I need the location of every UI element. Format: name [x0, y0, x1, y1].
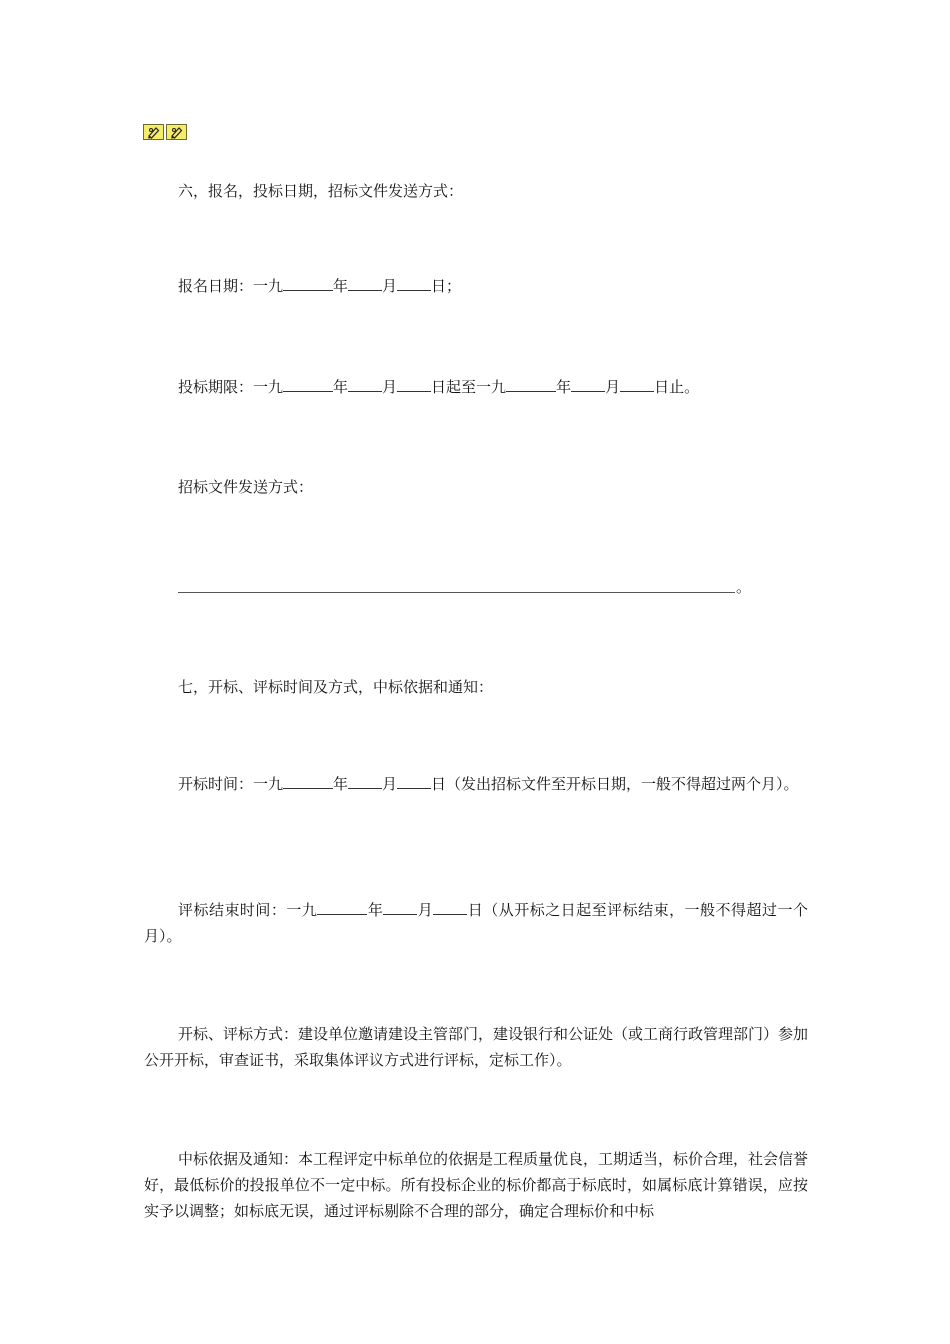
year-text: 年 — [333, 277, 349, 295]
pencil-icon[interactable] — [166, 124, 187, 140]
bid-period-label: 投标期限：一九 — [178, 378, 284, 396]
evaluation-end-note: 日（从开标之日起至评标结束，一般不得超过一个月）。 — [144, 901, 808, 945]
year-text: 年 — [333, 378, 349, 396]
toolbar-icons — [143, 124, 187, 140]
year-blank — [506, 377, 556, 392]
opening-time-note: 日（发出招标文件至开标日期，一般不得超过两个月）。 — [431, 775, 799, 793]
evaluation-method-paragraph: 开标、评标方式：建设单位邀请建设主管部门，建设银行和公证处（或工商行政管理部门）参加公开开标，审查证书，采取集体评议方式进行评标，定标工作）。 — [144, 1025, 809, 1069]
month-text: 月 — [417, 901, 434, 919]
month-text: 月 — [382, 378, 398, 396]
day-blank — [397, 377, 431, 392]
month-blank — [348, 276, 382, 291]
opening-time-label: 开标时间：一九 — [178, 775, 284, 793]
day-blank — [397, 774, 431, 789]
year-blank — [283, 377, 333, 392]
delivery-method-label: 招标文件发送方式： — [178, 478, 314, 496]
year-blank — [283, 276, 333, 291]
month-blank — [348, 377, 382, 392]
day-end-text: 日止。 — [654, 378, 700, 396]
day-text: 日； — [431, 277, 462, 295]
year-blank — [283, 774, 333, 789]
evaluation-end-paragraph — [144, 897, 808, 949]
year-blank — [317, 900, 367, 915]
section-seven-heading: 七，开标、评标时间及方式，中标依据和通知： — [178, 678, 494, 696]
month-blank — [383, 900, 417, 915]
opening-time-paragraph — [144, 771, 808, 797]
section-six-heading: 六，报名，投标日期，招标文件发送方式： — [178, 182, 464, 200]
month-text: 月 — [382, 277, 398, 295]
registration-label: 报名日期：一九 — [178, 277, 284, 295]
month-text: 月 — [382, 775, 398, 793]
year-text: 年 — [556, 378, 572, 396]
award-basis-paragraph: 中标依据及通知：本工程评定中标单位的依据是工程质量优良，工期适当，标价合理，社会信誉好，最低标价的投报单位不一定中标。所有投标企业的标价都高于标底时，如属标底计算错误，应按实予以调整；如标底无误，通过评标剔除不合理的部分，确定合理标价和中标 — [144, 1150, 809, 1220]
delivery-method-blank — [178, 592, 735, 593]
day-blank — [620, 377, 654, 392]
delivery-period: 。 — [736, 578, 752, 596]
registration-date-line — [178, 273, 461, 299]
month-text: 月 — [605, 378, 621, 396]
year-text: 年 — [333, 775, 349, 793]
bid-period-line — [178, 374, 699, 400]
day-blank — [397, 276, 431, 291]
year-text: 年 — [367, 901, 384, 919]
month-blank — [571, 377, 605, 392]
day-blank — [433, 900, 467, 915]
evaluation-end-label: 评标结束时间：一九 — [178, 901, 318, 919]
pencil-icon[interactable] — [143, 124, 164, 140]
month-blank — [348, 774, 382, 789]
day-from-text: 日起至一九 — [431, 378, 507, 396]
